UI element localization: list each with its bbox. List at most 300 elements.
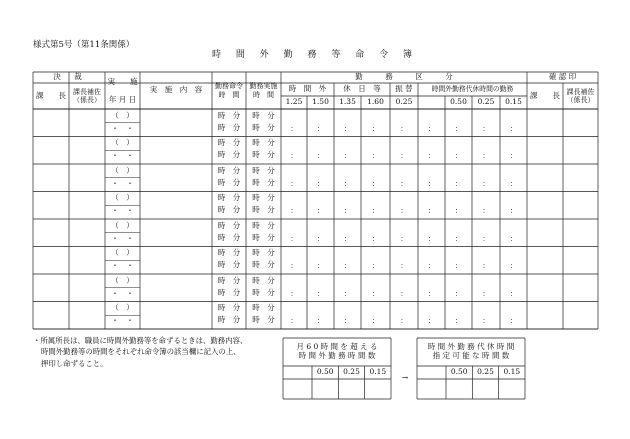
- row-date-dots: [105, 206, 140, 218]
- confirm-deputy-header-text: 課長補佐: [566, 87, 595, 96]
- row-colon-text: ：: [454, 233, 463, 243]
- row-colon-text: ：: [316, 206, 325, 216]
- order-hm-2-text: 時 分: [217, 287, 241, 297]
- order-hm-2-text: 時 分: [217, 150, 241, 160]
- row-colon-text: ：: [509, 316, 518, 326]
- substitute-box-title: [417, 338, 525, 366]
- substitute-box-title-text: 時 間 外 勤 務 代 休 時 間: [427, 342, 515, 352]
- substitute-box-rate-2: [472, 366, 498, 379]
- chief-header-text: 課 長: [36, 90, 66, 100]
- rate-label-1: [281, 96, 307, 109]
- transfer-header: [390, 83, 418, 96]
- order-hm-2-text: 時 分: [217, 177, 241, 187]
- row-colon-text: ：: [482, 178, 490, 188]
- row-colon-text: ：: [316, 123, 325, 133]
- rate-label-1-text: 1.25: [285, 97, 303, 107]
- row-colon-text: ：: [400, 316, 408, 326]
- row-colon-text: ：: [400, 123, 408, 133]
- row-colon: [307, 123, 334, 135]
- note-text-3: 押印し命ずること。: [41, 358, 108, 368]
- over60-box-title-text: 月 6 0 時 間 を 超 え る: [296, 342, 378, 352]
- row-colon: [472, 233, 500, 245]
- actual-hm-1-text: 時 分: [252, 248, 275, 258]
- deputy-header-text: （係長）: [73, 96, 101, 104]
- row-colon-text: ：: [427, 316, 436, 326]
- rate-label-3: [334, 96, 361, 109]
- order-time-header: [212, 72, 246, 109]
- actual-hm-1-text: 時 分: [252, 110, 275, 120]
- order-hm-2-text: 時 分: [217, 260, 241, 270]
- over60-box-rate-3: [365, 366, 391, 379]
- order-hm-2: [212, 122, 246, 134]
- confirm-header: [527, 72, 598, 83]
- row-colon: [472, 206, 500, 218]
- actual-hm-2: [246, 122, 281, 134]
- row-colon-text: ：: [482, 206, 490, 216]
- row-colon: [281, 178, 307, 190]
- row-colon-text: ：: [400, 233, 408, 243]
- content-header-text: 実 施 内 容: [149, 85, 203, 95]
- row-colon: [361, 233, 390, 245]
- row-colon-text: ：: [509, 288, 518, 298]
- row-colon: [307, 316, 334, 328]
- row-date-paren-text: （ ）: [111, 138, 134, 148]
- substitute-box-rate-3-text: 0.15: [503, 367, 521, 377]
- row-colon: [445, 316, 472, 328]
- row-colon-text: ：: [482, 261, 490, 271]
- row-colon: [500, 261, 527, 273]
- row-date-paren: [105, 275, 140, 287]
- row-colon-text: ：: [290, 206, 298, 216]
- row-colon-text: ：: [290, 178, 298, 188]
- row-colon: [472, 261, 500, 273]
- row-colon-text: ：: [316, 233, 325, 243]
- row-colon: [307, 288, 334, 300]
- substitute-box-rate-1: [446, 366, 472, 379]
- row-date-dots: [105, 123, 140, 135]
- actual-hm-2: [246, 287, 281, 299]
- confirm-chief-header-text: 課 長: [530, 90, 560, 100]
- actual-hm-1: [246, 165, 281, 177]
- over60-box-title: [283, 338, 391, 366]
- row-colon-text: ：: [290, 288, 298, 298]
- rate-label-5-text: 0.25: [395, 97, 413, 107]
- row-date-dots: [105, 316, 140, 328]
- actual-hm-1-text: 時 分: [252, 220, 275, 230]
- row-colon-text: ：: [371, 206, 380, 216]
- row-colon: [500, 233, 527, 245]
- row-colon: [390, 288, 418, 300]
- order-hm-1-text: 時 分: [217, 165, 241, 175]
- row-date-dots: [105, 288, 140, 300]
- row-colon-text: ：: [400, 288, 408, 298]
- row-colon: [390, 261, 418, 273]
- order-hm-1: [212, 248, 246, 260]
- row-colon-text: ：: [371, 123, 380, 133]
- actual-hm-1-text: 時 分: [252, 165, 275, 175]
- row-colon: [500, 206, 527, 218]
- row-colon-text: ：: [509, 206, 518, 216]
- note-text-2: 時間外勤務等の時間をそれぞれ命令簿の該当欄に記入の上、: [41, 347, 241, 357]
- note-line-2: [33, 346, 247, 357]
- chief-header: [33, 83, 69, 109]
- row-colon: [472, 316, 500, 328]
- note-line-3: [33, 358, 247, 369]
- row-colon-text: ：: [454, 123, 463, 133]
- row-colon: [445, 261, 472, 273]
- row-colon-text: ：: [509, 233, 518, 243]
- over60-box-rate-3-text: 0.15: [369, 367, 387, 377]
- order-hm-1: [212, 303, 246, 315]
- actual-hm-1-text: 時 分: [252, 303, 275, 313]
- order-hm-1-text: 時 分: [217, 138, 241, 148]
- row-colon: [500, 316, 527, 328]
- row-colon: [390, 178, 418, 190]
- row-colon-text: ：: [482, 151, 490, 161]
- row-colon: [307, 261, 334, 273]
- actual-hm-2: [246, 315, 281, 327]
- order-hm-1-text: 時 分: [217, 193, 241, 203]
- row-colon-text: ：: [454, 151, 463, 161]
- row-colon-text: ：: [509, 123, 518, 133]
- row-date-paren-text: （ ）: [111, 193, 134, 203]
- rate-label-6-text: 0.50: [450, 97, 467, 107]
- row-colon-text: ：: [509, 178, 518, 188]
- confirm-deputy-header: [563, 83, 598, 109]
- row-date-paren-text: （ ）: [111, 110, 134, 120]
- row-colon-text: ：: [343, 123, 352, 133]
- row-colon-text: ：: [427, 151, 436, 161]
- row-date-dots-text: ・ ・: [111, 261, 134, 271]
- row-colon-text: ：: [290, 316, 298, 326]
- transfer-header-text: 振 替: [395, 84, 413, 94]
- rate-label-7: [472, 96, 500, 109]
- implementation-header-text: 実 施: [107, 76, 138, 86]
- row-colon: [445, 233, 472, 245]
- row-colon: [445, 123, 472, 135]
- row-colon: [307, 178, 334, 190]
- row-date-dots-text: ・ ・: [111, 206, 134, 216]
- order-hm-2-text: 時 分: [217, 122, 241, 132]
- row-colon-text: ：: [343, 261, 352, 271]
- row-colon: [334, 206, 361, 218]
- order-hm-2: [212, 205, 246, 217]
- substitute-box-title-text: 指 定 可 能 な 時 間 数: [432, 351, 510, 360]
- row-colon-text: ：: [482, 288, 490, 298]
- form-number-label: 様式第5号（第11条関係）: [33, 40, 135, 50]
- row-colon-text: ：: [316, 288, 325, 298]
- row-colon: [361, 151, 390, 163]
- actual-hm-2: [246, 205, 281, 217]
- deputy-header-text: 課長補佐: [73, 87, 101, 96]
- row-colon: [418, 178, 445, 190]
- overtime-header-text: 時 間 外: [288, 84, 327, 94]
- row-colon-text: ：: [316, 261, 325, 271]
- row-date-paren-text: （ ）: [111, 220, 134, 230]
- row-colon: [334, 123, 361, 135]
- row-colon-text: ：: [371, 316, 380, 326]
- row-colon: [445, 151, 472, 163]
- row-colon-text: ：: [427, 288, 436, 298]
- row-date-dots-text: ・ ・: [111, 123, 134, 133]
- actual-hm-1: [246, 275, 281, 287]
- document-title: 時 間 外 勤 務 等 命 令 簿: [212, 50, 418, 60]
- row-colon: [445, 178, 472, 190]
- row-colon: [418, 206, 445, 218]
- over60-box-rate-2-text: 0.25: [343, 367, 360, 377]
- actual-hm-1: [246, 303, 281, 315]
- row-colon: [500, 178, 527, 190]
- row-colon: [390, 151, 418, 163]
- row-colon-text: ：: [400, 178, 408, 188]
- row-colon: [418, 233, 445, 245]
- row-colon: [281, 151, 307, 163]
- order-hm-2: [212, 260, 246, 272]
- row-colon-text: ：: [482, 123, 490, 133]
- actual-hm-2-text: 時 分: [252, 287, 275, 297]
- substitute-header-text: 時間外勤務代休時間の勤務: [431, 84, 514, 93]
- row-date-dots: [105, 151, 140, 163]
- row-colon: [472, 178, 500, 190]
- category-header: [281, 72, 527, 83]
- substitute-box-rate-3: [499, 366, 525, 379]
- row-date-dots: [105, 233, 140, 245]
- row-colon-text: ：: [371, 288, 380, 298]
- order-hm-2-text: 時 分: [217, 232, 241, 242]
- order-hm-1-text: 時 分: [217, 220, 241, 230]
- row-colon-text: ：: [290, 123, 298, 133]
- row-colon: [472, 151, 500, 163]
- row-colon: [361, 261, 390, 273]
- actual-hm-2-text: 時 分: [252, 177, 275, 187]
- over60-box-rate-1-text: 0.50: [316, 367, 334, 377]
- row-colon: [334, 233, 361, 245]
- actual-time-header: [246, 72, 281, 109]
- actual-hm-2-text: 時 分: [252, 150, 275, 160]
- row-colon: [418, 123, 445, 135]
- order-hm-1-text: 時 分: [217, 110, 241, 120]
- row-colon: [281, 261, 307, 273]
- row-date-paren-text: （ ）: [111, 275, 134, 285]
- order-hm-1: [212, 193, 246, 205]
- over60-box-rate-1: [312, 366, 338, 379]
- content-header: [140, 72, 212, 109]
- row-colon: [281, 123, 307, 135]
- order-hm-1: [212, 138, 246, 150]
- actual-hm-1: [246, 193, 281, 205]
- row-date-paren-text: （ ）: [111, 165, 134, 175]
- row-colon: [334, 316, 361, 328]
- row-colon-text: ：: [454, 178, 463, 188]
- substitute-header: [418, 83, 527, 96]
- approval-header: [33, 72, 105, 83]
- row-date-dots-text: ・ ・: [111, 178, 134, 188]
- actual-time-header-text: 勤務実施: [249, 82, 278, 91]
- row-colon-text: ：: [482, 233, 490, 243]
- row-date-dots: [105, 261, 140, 273]
- actual-hm-2-text: 時 分: [252, 315, 275, 325]
- substitute-box-rate-2-text: 0.25: [477, 367, 494, 377]
- actual-hm-1: [246, 138, 281, 150]
- actual-hm-1-text: 時 分: [252, 275, 275, 285]
- rate-label-2-text: 1.50: [312, 97, 329, 107]
- order-time-header-text: 勤務命令: [215, 82, 243, 91]
- row-colon: [334, 151, 361, 163]
- row-colon-text: ：: [454, 206, 463, 216]
- rate-label-3-text: 1.35: [339, 97, 356, 107]
- row-colon: [281, 316, 307, 328]
- row-colon: [418, 261, 445, 273]
- rate-label-6: [445, 96, 472, 109]
- order-hm-1: [212, 275, 246, 287]
- rate-label-4-text: 1.60: [367, 97, 384, 107]
- row-date-paren: [105, 193, 140, 205]
- row-colon: [418, 288, 445, 300]
- order-hm-2: [212, 315, 246, 327]
- actual-hm-1: [246, 220, 281, 232]
- actual-hm-1: [246, 248, 281, 260]
- instruction-note: [33, 335, 247, 369]
- row-date-paren: [105, 165, 140, 177]
- actual-hm-1-text: 時 分: [252, 193, 275, 203]
- category-header-text: 勤 務 区 分: [355, 72, 453, 82]
- row-colon-text: ：: [316, 178, 325, 188]
- row-colon-text: ：: [427, 261, 436, 271]
- date-header: [105, 92, 140, 109]
- row-date-paren: [105, 248, 140, 260]
- actual-hm-2-text: 時 分: [252, 232, 275, 242]
- row-date-dots-text: ・ ・: [111, 151, 134, 161]
- actual-hm-1-text: 時 分: [252, 138, 275, 148]
- rate-label-8: [500, 96, 527, 109]
- actual-hm-2: [246, 150, 281, 162]
- actual-hm-2-text: 時 分: [252, 122, 275, 132]
- row-colon: [472, 288, 500, 300]
- holiday-header-text: 休 日 等: [343, 84, 381, 94]
- order-hm-1-text: 時 分: [217, 303, 241, 313]
- note-line-1: [33, 335, 247, 346]
- row-colon-text: ：: [343, 233, 352, 243]
- actual-hm-2: [246, 177, 281, 189]
- row-date-dots-text: ・ ・: [111, 288, 134, 298]
- row-colon-text: ：: [454, 261, 463, 271]
- row-colon: [500, 123, 527, 135]
- row-colon: [307, 206, 334, 218]
- row-colon-text: ：: [400, 151, 408, 161]
- rate-label-2: [307, 96, 334, 109]
- actual-hm-1: [246, 110, 281, 122]
- row-colon-text: ：: [371, 151, 380, 161]
- row-date-dots-text: ・ ・: [111, 316, 134, 326]
- row-date-paren: [105, 220, 140, 232]
- row-colon: [361, 123, 390, 135]
- row-date-paren: [105, 110, 140, 122]
- confirm-deputy-header-text: （係長）: [566, 96, 595, 104]
- row-colon: [361, 316, 390, 328]
- row-colon: [500, 151, 527, 163]
- rate-label-4: [361, 96, 390, 109]
- row-colon-text: ：: [290, 233, 298, 243]
- row-colon: [307, 233, 334, 245]
- confirm-header-text: 確 認 印: [548, 72, 577, 82]
- row-colon: [418, 316, 445, 328]
- row-colon: [361, 288, 390, 300]
- row-colon-text: ：: [371, 261, 380, 271]
- row-colon-text: ：: [454, 316, 463, 326]
- order-hm-1: [212, 165, 246, 177]
- row-colon: [281, 206, 307, 218]
- row-colon: [445, 288, 472, 300]
- row-date-dots-text: ・ ・: [111, 233, 134, 243]
- row-colon-text: ：: [316, 316, 325, 326]
- row-colon-text: ：: [427, 178, 436, 188]
- order-hm-2: [212, 287, 246, 299]
- row-colon: [500, 288, 527, 300]
- row-colon-text: ：: [290, 261, 298, 271]
- rate-label-7-text: 0.25: [477, 97, 495, 107]
- row-date-dots: [105, 178, 140, 190]
- row-colon-text: ：: [427, 123, 436, 133]
- substitute-box-rate-1-text: 0.50: [450, 367, 468, 377]
- row-colon: [281, 288, 307, 300]
- row-colon: [334, 178, 361, 190]
- row-date-paren-text: （ ）: [111, 303, 134, 313]
- row-colon: [361, 178, 390, 190]
- overtime-header: [281, 83, 334, 96]
- order-hm-1: [212, 220, 246, 232]
- row-colon-text: ：: [343, 288, 352, 298]
- actual-hm-2: [246, 260, 281, 272]
- order-hm-2-text: 時 分: [217, 205, 241, 215]
- row-colon: [472, 123, 500, 135]
- row-colon-text: ：: [371, 178, 380, 188]
- actual-hm-2: [246, 232, 281, 244]
- row-colon-text: ：: [482, 316, 490, 326]
- row-colon-text: ：: [400, 261, 408, 271]
- date-header-text: 年 月 日: [108, 95, 137, 105]
- order-hm-2: [212, 232, 246, 244]
- order-hm-2: [212, 150, 246, 162]
- rate-label-8-text: 0.15: [505, 97, 522, 107]
- confirm-chief-header: [527, 83, 563, 109]
- order-hm-1-text: 時 分: [217, 275, 241, 285]
- row-colon-text: ：: [454, 288, 463, 298]
- row-colon: [334, 288, 361, 300]
- holiday-header: [334, 83, 390, 96]
- order-hm-2-text: 時 分: [217, 315, 241, 325]
- actual-hm-2-text: 時 分: [252, 205, 275, 215]
- order-hm-1-text: 時 分: [217, 248, 241, 258]
- row-colon: [390, 123, 418, 135]
- row-colon-text: ：: [509, 261, 518, 271]
- row-colon: [390, 206, 418, 218]
- row-colon-text: ：: [427, 233, 436, 243]
- over60-box-rate-2: [338, 366, 364, 379]
- row-colon-text: ：: [343, 151, 352, 161]
- note-bullet: ・: [33, 336, 41, 345]
- approval-header-text: 決 裁: [53, 72, 85, 82]
- row-colon: [281, 233, 307, 245]
- row-colon: [390, 233, 418, 245]
- deputy-header: [69, 83, 105, 109]
- rate-label-5: [390, 96, 418, 109]
- row-colon: [418, 151, 445, 163]
- implementation-header: [105, 72, 140, 92]
- actual-hm-2-text: 時 分: [252, 260, 275, 270]
- over60-box-title-text: 時 間 外 勤 務 時 間 数: [298, 351, 376, 360]
- row-colon-text: ：: [343, 178, 352, 188]
- row-date-paren: [105, 138, 140, 150]
